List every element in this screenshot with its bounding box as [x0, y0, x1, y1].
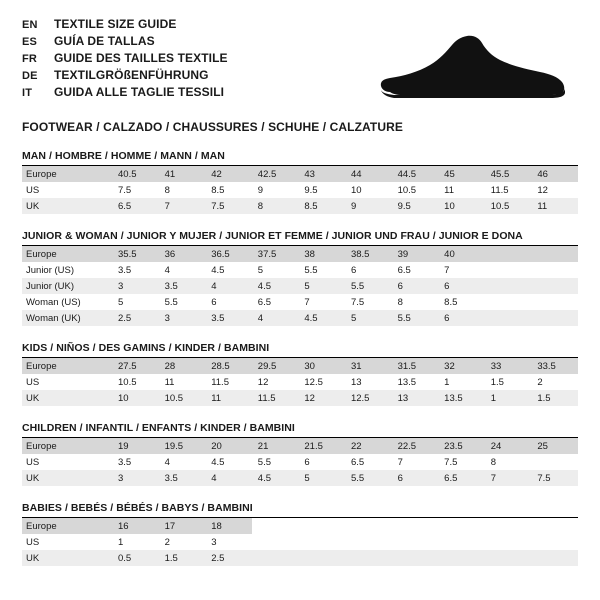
table-row: [22, 550, 578, 566]
size-cell: 1: [485, 390, 532, 406]
size-cell: 42: [205, 166, 252, 182]
size-table-man: [22, 166, 578, 214]
size-cell: 2.5: [205, 550, 252, 566]
size-cell: 44: [345, 166, 392, 182]
language-title: GUIDA ALLE TAGLIE TESSILI: [54, 85, 225, 99]
document-header: [22, 16, 578, 108]
language-title: GUÍA DE TALLAS: [54, 34, 155, 48]
size-group-kids: [22, 342, 578, 406]
size-cell: 7.5: [531, 470, 578, 486]
size-cell: 2: [164, 536, 170, 548]
size-cell: 46: [531, 166, 578, 182]
size-cell: 5: [298, 278, 345, 294]
size-cell: 13: [350, 376, 362, 388]
size-cell: 3.5: [118, 456, 132, 468]
size-cell-empty: [485, 550, 532, 566]
table-row: [22, 262, 578, 278]
size-cell-empty: [531, 310, 578, 326]
size-cell: 12: [257, 376, 269, 388]
size-table-junior-woman: [22, 246, 578, 326]
size-cell: 28: [159, 358, 206, 374]
size-cell-empty: [392, 534, 439, 550]
table-row: [22, 310, 578, 326]
size-cell: 3.5: [205, 310, 252, 326]
size-cell: 6: [438, 278, 485, 294]
size-cell: 1: [118, 536, 124, 548]
size-cell: 6: [392, 470, 439, 486]
size-cell: 28.5: [205, 358, 252, 374]
size-cell: 11.5: [211, 376, 229, 388]
size-cell-empty: [438, 550, 485, 566]
size-cell: 3: [159, 310, 206, 326]
group-title: KIDS / NIÑOS / DES GAMINS / KINDER / BAMBINI: [22, 342, 578, 358]
size-cell: 1.5: [490, 376, 504, 388]
dress-shoe-icon: [378, 30, 568, 108]
size-cell-empty: [485, 278, 532, 294]
size-cell-empty: [485, 518, 532, 534]
size-cell: 2: [537, 376, 543, 388]
size-cell: 10.5: [485, 198, 532, 214]
size-cell: 13.5: [438, 390, 485, 406]
size-cell: 8: [397, 296, 403, 308]
size-cell: 6.5: [438, 470, 485, 486]
size-cell: 12.5: [345, 390, 392, 406]
size-cell: 3: [211, 536, 217, 548]
size-cell: 7.5: [205, 198, 252, 214]
size-cell: 8: [490, 456, 497, 468]
size-cell-empty: [485, 262, 532, 278]
table-row: [22, 358, 578, 374]
row-label: Junior (UK): [22, 278, 112, 294]
size-cell: 6: [438, 310, 485, 326]
size-cell: 4.5: [211, 456, 225, 468]
size-cell: 42.5: [252, 166, 299, 182]
table-row: [22, 518, 578, 534]
size-group-junior-woman: [22, 230, 578, 326]
size-cell: 11: [205, 390, 252, 406]
size-cell: 12.5: [304, 376, 323, 388]
row-label: US: [26, 376, 40, 388]
size-cell: 4.5: [252, 278, 299, 294]
size-cell: 8.5: [298, 198, 345, 214]
table-row: [22, 166, 578, 182]
size-cell: 3.5: [118, 264, 132, 276]
group-title: MAN / HOMBRE / HOMME / MANN / MAN: [22, 150, 578, 166]
size-cell: 38.5: [345, 246, 392, 262]
size-cell: 21: [252, 438, 299, 454]
size-cell-empty: [531, 518, 578, 534]
row-label: Europe: [22, 438, 112, 454]
size-cell: 8.5: [444, 296, 458, 308]
size-cell: 17: [159, 518, 206, 534]
size-cell: 37.5: [252, 246, 299, 262]
table-row: [22, 182, 578, 198]
size-cell: 1: [444, 376, 450, 388]
size-cell-empty: [298, 534, 345, 550]
table-row: [22, 294, 578, 310]
size-cell-empty: [345, 550, 392, 566]
size-cell: 10: [350, 184, 362, 196]
size-cell: 8.5: [211, 184, 225, 196]
size-cell: 5.5: [392, 310, 439, 326]
language-code: FR: [22, 53, 38, 65]
size-cell: 5: [257, 264, 264, 276]
size-cell: 31: [345, 358, 392, 374]
size-cell: 9: [345, 198, 392, 214]
size-cell: 7: [397, 456, 403, 468]
size-cell-empty: [485, 310, 532, 326]
size-cell: 30: [298, 358, 345, 374]
size-cell: 3: [112, 470, 159, 486]
size-cell: 3.5: [159, 470, 206, 486]
size-cell: 5.5: [257, 456, 271, 468]
size-cell: 22.5: [392, 438, 439, 454]
size-table-children: [22, 438, 578, 486]
size-cell: 10: [438, 198, 485, 214]
size-cell-empty: [252, 534, 299, 550]
size-group-man: [22, 150, 578, 214]
size-cell-empty: [531, 294, 578, 310]
size-cell: 7: [159, 198, 206, 214]
page-title: FOOTWEAR / CALZADO / CHAUSSURES / SCHUHE / CALZATURE: [22, 120, 403, 134]
size-cell: 11: [164, 376, 175, 388]
size-cell-empty: [485, 534, 532, 550]
size-cell: 4.5: [211, 264, 225, 276]
size-cell: 33: [485, 358, 532, 374]
size-cell: 43: [298, 166, 345, 182]
size-cell: 6.5: [397, 264, 411, 276]
language-title: TEXTILE SIZE GUIDE: [54, 17, 177, 31]
size-cell: 6: [211, 296, 217, 308]
language-code: EN: [22, 19, 38, 31]
size-cell: 12: [537, 184, 548, 196]
size-cell: 31.5: [392, 358, 439, 374]
size-cell: 29.5: [252, 358, 299, 374]
size-cell: 11.5: [490, 184, 509, 196]
size-cell: 13: [392, 390, 439, 406]
size-cell: 3.5: [159, 278, 206, 294]
size-cell: 1.5: [531, 390, 578, 406]
size-cell-empty: [531, 454, 578, 470]
size-cell: 20: [205, 438, 252, 454]
size-cell: 7: [444, 264, 450, 276]
size-cell: 11: [444, 184, 455, 196]
row-label: UK: [22, 550, 112, 566]
row-label: US: [26, 536, 40, 548]
size-cell: 9.5: [304, 184, 318, 196]
row-label: Europe: [22, 166, 112, 182]
size-cell-empty: [531, 534, 578, 550]
row-label: US: [26, 184, 40, 196]
table-row: [22, 454, 578, 470]
size-cell: 8: [164, 184, 170, 196]
table-row: [22, 374, 578, 390]
size-cell: 5: [118, 296, 124, 308]
language-code: ES: [22, 36, 38, 48]
size-cell: 6: [304, 456, 310, 468]
size-cell: 4: [252, 310, 299, 326]
size-cell: 5.5: [345, 278, 392, 294]
size-cell: 7.5: [350, 296, 365, 308]
language-code: DE: [22, 70, 38, 82]
language-title: TEXTILGRÖßENFÜHRUNG: [54, 68, 209, 82]
size-table-babies: [22, 518, 578, 566]
row-label: Woman (UK): [22, 310, 112, 326]
size-cell: 36: [159, 246, 206, 262]
size-cell: 22: [345, 438, 392, 454]
size-cell-empty: [298, 550, 345, 566]
table-row: [22, 246, 578, 262]
size-cell-empty: [345, 534, 392, 550]
size-cell-empty: [485, 294, 532, 310]
size-cell: 6.5: [112, 198, 159, 214]
table-row: [22, 278, 578, 294]
size-cell-empty: [298, 518, 345, 534]
size-cell: 21.5: [298, 438, 345, 454]
size-cell: 4: [205, 278, 252, 294]
group-title: CHILDREN / INFANTIL / ENFANTS / KINDER / BAMBINI: [22, 422, 578, 438]
size-cell: 6: [350, 264, 357, 276]
size-cell-empty: [531, 262, 578, 278]
size-cell: 13.5: [397, 376, 417, 388]
size-cell: 7.5: [118, 184, 132, 196]
size-cell-empty: [531, 550, 578, 566]
table-row: [22, 534, 578, 550]
size-cell: 10: [112, 390, 159, 406]
size-cell: 10.5: [118, 376, 137, 388]
size-group-babies: [22, 502, 578, 566]
size-cell: 5.5: [164, 296, 178, 308]
size-cell: 44.5: [392, 166, 439, 182]
size-cell: 8: [252, 198, 299, 214]
size-cell-empty: [531, 278, 578, 294]
size-cell: 12: [298, 390, 345, 406]
size-cell: 16: [112, 518, 159, 534]
size-cell: 7: [304, 296, 310, 308]
size-cell-empty: [345, 518, 392, 534]
size-cell: 23.5: [438, 438, 485, 454]
size-cell: 5.5: [345, 470, 392, 486]
size-cell: 38: [298, 246, 345, 262]
size-cell: 3: [112, 278, 159, 294]
size-cell: 19: [112, 438, 159, 454]
size-cell: 40.5: [112, 166, 159, 182]
size-group-children: [22, 422, 578, 486]
size-cell: 39: [392, 246, 439, 262]
size-cell-empty: [485, 246, 532, 262]
size-cell: 18: [205, 518, 252, 534]
size-cell: 45: [438, 166, 485, 182]
table-row: [22, 470, 578, 486]
size-cell: 9.5: [392, 198, 439, 214]
size-cell: 6.5: [350, 456, 365, 468]
size-cell: 33.5: [531, 358, 578, 374]
size-cell-empty: [392, 550, 439, 566]
size-cell: 4: [164, 456, 170, 468]
table-row: [22, 198, 578, 214]
language-code: IT: [22, 87, 33, 99]
row-label: Woman (US): [26, 296, 81, 308]
size-cell: 24: [485, 438, 532, 454]
size-cell: 1.5: [159, 550, 206, 566]
size-cell-empty: [438, 518, 485, 534]
size-cell: 41: [159, 166, 206, 182]
size-cell: 4.5: [252, 470, 299, 486]
size-cell: 7.5: [444, 456, 458, 468]
size-cell: 19.5: [159, 438, 206, 454]
row-label: Europe: [22, 518, 112, 534]
size-cell: 10.5: [397, 184, 417, 196]
size-table-kids: [22, 358, 578, 406]
size-cell-empty: [252, 550, 299, 566]
row-label: US: [26, 456, 40, 468]
size-cell: 9: [257, 184, 264, 196]
row-label: Europe: [22, 246, 112, 262]
size-cell: 40: [438, 246, 485, 262]
size-cell: 6: [392, 278, 439, 294]
size-cell: 5: [345, 310, 392, 326]
size-cell: 4: [164, 264, 170, 276]
group-title: JUNIOR & WOMAN / JUNIOR Y MUJER / JUNIOR ET FEMME / JUNIOR UND FRAU / JUNIOR E DONA: [22, 230, 578, 246]
size-cell: 10.5: [159, 390, 206, 406]
row-label: Europe: [22, 358, 112, 374]
row-label: UK: [22, 198, 112, 214]
size-cell: 45.5: [485, 166, 532, 182]
size-cell: 6.5: [257, 296, 271, 308]
size-cell: 2.5: [112, 310, 159, 326]
table-row: [22, 438, 578, 454]
size-cell: 35.5: [112, 246, 159, 262]
size-cell: 5.5: [304, 264, 318, 276]
size-cell: 4: [205, 470, 252, 486]
size-cell-empty: [438, 534, 485, 550]
language-title: GUIDE DES TAILLES TEXTILE: [54, 51, 228, 65]
size-cell: 0.5: [112, 550, 159, 566]
size-cell: 4.5: [298, 310, 345, 326]
size-cell: 25: [531, 438, 578, 454]
row-label: UK: [22, 390, 112, 406]
table-row: [22, 390, 578, 406]
row-label: UK: [22, 470, 112, 486]
size-cell: 5: [298, 470, 345, 486]
size-cell-empty: [531, 246, 578, 262]
size-cell: 36.5: [205, 246, 252, 262]
size-cell: 32: [438, 358, 485, 374]
size-cell-empty: [392, 518, 439, 534]
group-title: BABIES / BEBÉS / BÉBÉS / BABYS / BAMBINI: [22, 502, 578, 518]
size-cell: 11.5: [252, 390, 299, 406]
size-cell: 7: [485, 470, 532, 486]
size-cell-empty: [252, 518, 299, 534]
size-cell: 11: [531, 198, 578, 214]
size-cell: 27.5: [112, 358, 159, 374]
row-label: Junior (US): [26, 264, 75, 276]
